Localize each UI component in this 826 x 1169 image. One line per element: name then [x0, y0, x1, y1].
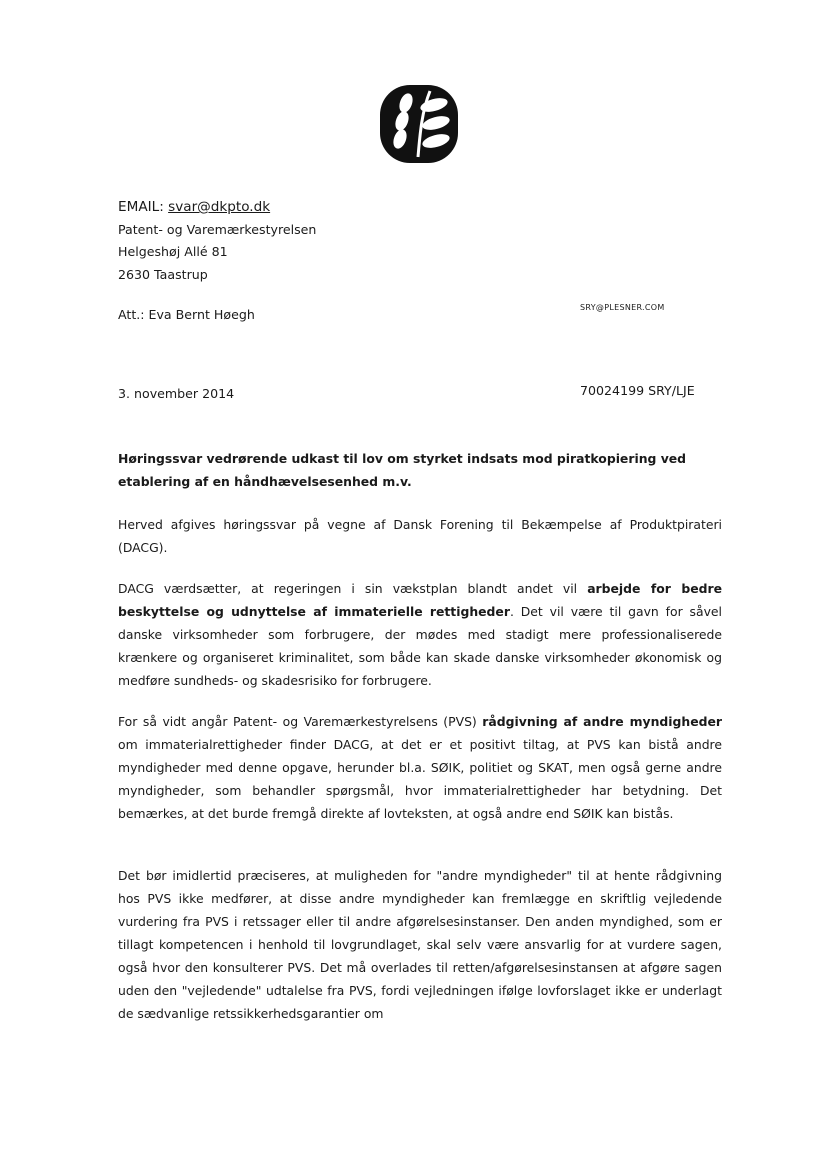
recipient-street: Helgeshøj Allé 81	[118, 244, 228, 259]
paragraph-appreciation	[118, 577, 722, 692]
sender-email: SRY@PLESNER.COM	[580, 303, 665, 312]
letter-reference: 70024199 SRY/LJE	[580, 383, 695, 398]
paragraph-text: DACG værdsætter, at regeringen i sin vækstplan blandt andet vil	[118, 581, 588, 596]
paragraph-text: om immaterialrettigheder finder DACG, at det er et positivt tiltag, at PVS kan bistå andre myndigheder med denne opgave, herunder bl.a. SØIK, politiet og SKAT, men også gerne andre myndigheder, som behandler spørgsmål, hvor immaterialrettigheder har betydning. Det bemærkes, at det burde fremgå direkte af lovteksten, at også andre end SØIK kan bistås.	[118, 737, 722, 821]
organization-logo	[378, 83, 460, 165]
recipient-address	[118, 196, 316, 286]
email-row	[118, 196, 316, 219]
letter-date: 3. november 2014	[118, 386, 235, 401]
attention-line: Att.: Eva Bernt Høegh	[118, 307, 255, 322]
paragraph-text: For så vidt angår Patent- og Varemærkestyrelsens (PVS)	[118, 714, 483, 729]
recipient-city: 2630 Taastrup	[118, 266, 208, 282]
paragraph-intro: Herved afgives høringssvar på vegne af Dansk Forening til Bekæmpelse af Produktpirateri (DACG).	[118, 517, 722, 555]
email-link[interactable]: svar@dkpto.dk	[168, 199, 271, 215]
bold-phrase: rådgivning af andre myndigheder	[482, 714, 722, 729]
bold-phrase: arbejde for bedre beskyttelse og udnyttelse af immaterielle rettigheder	[118, 581, 722, 619]
paragraph-clarification: Det bør imidlertid præciseres, at muligheden for "andre myndigheder" til at hente rådgivning hos PVS ikke medfører, at disse andre myndigheder kan fremlægge en skriftlig vejledende vurdering fra PVS i retssager eller til andre afgørelsesinstanser. Den anden myndighed, som er tillagt kompetencen i henhold til lovgrundlaget, skal selv være ansvarlig for at vurdere sagen, også hvor den konsulterer PVS. Det må overlades til retten/afgørelsesinstansen at afgøre sagen uden den "vejledende" udtalelse fra PVS, fordi vejledningen ifølge lovforslaget ikke er underlagt de sædvanlige retssikkerhedsgarantier om	[118, 868, 722, 1021]
paragraph-advisory	[118, 710, 722, 825]
letter-subject: Høringssvar vedrørende udkast til lov om styrket indsats mod piratkopiering ved etablering af en håndhævelsesenhed m.v.	[118, 451, 687, 489]
paragraph-text: . Det vil være til gavn for såvel danske virksomheder som forbrugere, der mødes med stadigt mere professionaliserede krænkere og organiseret kriminalitet, som både kan skade danske virksomheder økonomisk og medføre sundheds- og skadesrisiko for forbrugere.	[118, 604, 722, 688]
email-label: EMAIL:	[118, 199, 164, 215]
recipient-org: Patent- og Varemærkestyrelsen	[118, 221, 317, 237]
